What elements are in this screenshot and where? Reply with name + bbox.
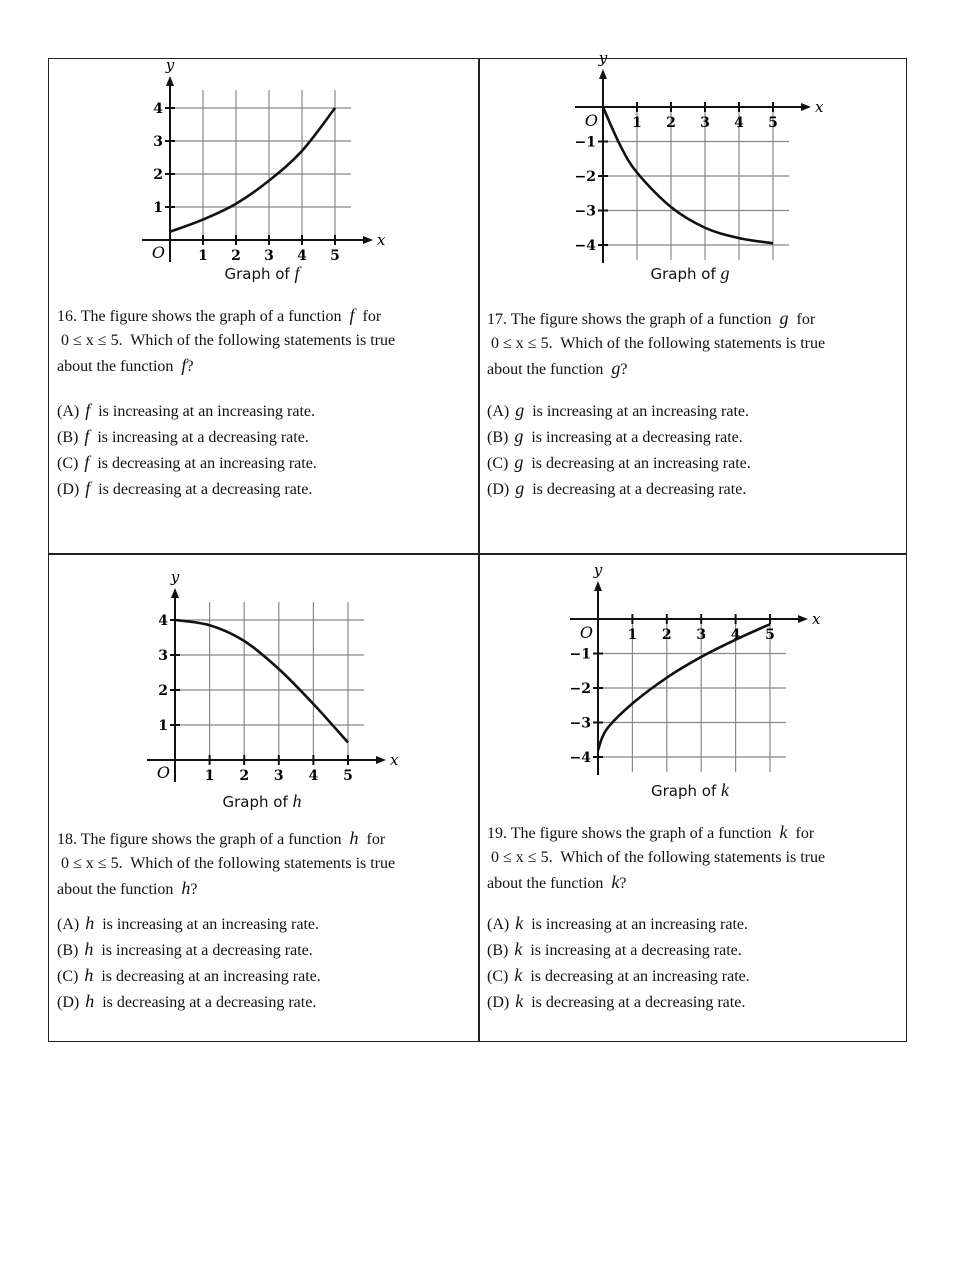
question-rest: Which of the following statements is true: [560, 849, 826, 866]
x-tick-label: 5: [768, 115, 778, 131]
question-for: for: [795, 825, 815, 842]
question-text: [57, 826, 395, 902]
y-tick-label: 2: [158, 683, 168, 699]
option-letter: (D): [57, 994, 80, 1011]
option-text: is decreasing at an increasing rate.: [97, 455, 317, 472]
y-tick-label: 3: [158, 648, 168, 664]
domain-range: 0 ≤ x ≤ 5.: [491, 335, 553, 352]
caption-text: Graph of: [650, 782, 717, 800]
option-letter: (D): [57, 481, 80, 498]
question-stem: The figure shows the graph of a function: [80, 831, 342, 848]
x-axis-label: x: [812, 610, 821, 628]
option-letter: (C): [487, 455, 509, 472]
function-name: k: [514, 939, 523, 959]
y-tick-label: 4: [158, 613, 168, 629]
question-mark: ?: [190, 881, 198, 898]
answer-option[interactable]: [487, 936, 750, 962]
function-name: h: [85, 913, 95, 933]
answer-option[interactable]: [487, 988, 750, 1014]
origin-label: O: [584, 111, 598, 130]
question-for: for: [796, 311, 816, 328]
function-name: f: [85, 478, 91, 498]
question-stem: The figure shows the graph of a function: [510, 825, 772, 842]
option-text: is increasing at a decreasing rate.: [530, 942, 742, 959]
answer-option[interactable]: [57, 423, 317, 449]
option-text: is increasing at an increasing rate.: [531, 916, 749, 933]
x-tick-label: 4: [734, 115, 744, 131]
option-letter: (D): [487, 481, 510, 498]
function-name: g: [514, 452, 524, 472]
x-tick-label: 3: [264, 248, 274, 264]
function-name: g: [720, 263, 730, 283]
caption-text: Graph of: [222, 793, 288, 811]
domain-range: 0 ≤ x ≤ 5.: [61, 332, 123, 349]
function-name: h: [84, 939, 94, 959]
origin-label: O: [156, 763, 170, 782]
x-tick-label: 2: [666, 115, 676, 131]
answer-option[interactable]: [487, 449, 751, 475]
answer-options: [57, 397, 317, 501]
option-letter: (B): [487, 429, 509, 446]
question-number: 18.: [57, 831, 77, 848]
function-name: h: [292, 791, 302, 811]
function-name: f: [85, 400, 91, 420]
y-tick-label: −4: [574, 238, 596, 254]
function-name: g: [515, 478, 525, 498]
y-axis-label: y: [598, 49, 608, 67]
domain-range: 0 ≤ x ≤ 5.: [61, 855, 123, 872]
y-tick-label: 1: [158, 718, 168, 734]
function-name: g: [779, 308, 789, 328]
function-name: k: [611, 872, 620, 892]
question-mark: ?: [186, 358, 194, 375]
function-name: k: [514, 965, 523, 985]
option-text: is decreasing at an increasing rate.: [531, 455, 751, 472]
function-name: k: [721, 780, 730, 800]
y-tick-label: 4: [153, 101, 163, 117]
x-axis-label: x: [377, 231, 386, 249]
y-axis-label: y: [165, 56, 175, 74]
domain-range: 0 ≤ x ≤ 5.: [491, 849, 553, 866]
option-letter: (B): [57, 429, 79, 446]
answer-options: [487, 910, 750, 1014]
y-tick-label: −3: [569, 715, 591, 732]
option-text: is increasing at a decreasing rate.: [101, 942, 313, 959]
option-text: is increasing at a decreasing rate.: [531, 429, 743, 446]
option-letter: (D): [487, 994, 510, 1011]
answer-option[interactable]: [487, 397, 751, 423]
function-name: h: [349, 828, 359, 848]
option-letter: (B): [57, 942, 79, 959]
x-tick-label: 5: [343, 768, 353, 784]
option-letter: (A): [57, 916, 80, 933]
x-tick-label: 4: [308, 768, 319, 784]
question-about: about the function: [487, 875, 604, 892]
origin-label: O: [579, 623, 593, 642]
x-tick-label: 3: [700, 115, 710, 131]
answer-options: [487, 397, 751, 501]
question-for: for: [362, 308, 382, 325]
function-name: g: [611, 358, 621, 378]
function-name: f: [84, 426, 90, 446]
x-tick-label: 4: [730, 627, 741, 643]
answer-option[interactable]: [57, 475, 317, 501]
answer-option[interactable]: [487, 910, 750, 936]
row-divider: [48, 553, 907, 555]
function-name: h: [85, 991, 95, 1011]
option-letter: (C): [487, 968, 509, 985]
function-name: k: [779, 822, 788, 842]
question-text: [57, 303, 395, 379]
option-text: is decreasing at a decreasing rate.: [98, 481, 313, 498]
graph-caption: [650, 263, 729, 284]
question-mark: ?: [619, 875, 627, 892]
answer-option[interactable]: [487, 962, 750, 988]
y-tick-label: 1: [153, 200, 163, 216]
function-name: g: [515, 400, 525, 420]
question-rest: Which of the following statements is true: [560, 335, 826, 352]
y-axis-label: y: [593, 561, 603, 579]
answer-options: [57, 910, 321, 1014]
answer-option[interactable]: [57, 397, 317, 423]
y-tick-label: −3: [574, 203, 596, 220]
y-axis-label: y: [170, 568, 180, 586]
function-name: h: [181, 878, 191, 898]
option-letter: (A): [57, 403, 80, 420]
question-stem: The figure shows the graph of a function: [80, 308, 342, 325]
origin-label: O: [151, 243, 165, 262]
function-name: k: [515, 991, 524, 1011]
option-text: is decreasing at an increasing rate.: [101, 968, 321, 985]
x-tick-label: 3: [696, 627, 707, 643]
function-name: f: [294, 263, 300, 283]
x-tick-label: 4: [297, 248, 307, 264]
x-tick-label: 1: [198, 248, 208, 264]
x-tick-label: 3: [273, 768, 284, 784]
x-tick-label: 1: [627, 627, 638, 643]
x-tick-label: 1: [632, 115, 642, 131]
y-tick-label: −1: [574, 134, 596, 151]
column-divider: [478, 58, 480, 1042]
option-text: is increasing at an increasing rate.: [532, 403, 750, 420]
question-rest: Which of the following statements is true: [130, 332, 396, 349]
option-letter: (A): [487, 403, 510, 420]
x-axis-label: x: [815, 98, 824, 116]
question-about: about the function: [57, 881, 174, 898]
question-about: about the function: [487, 361, 604, 378]
x-tick-label: 5: [765, 627, 775, 643]
y-tick-label: −4: [569, 750, 591, 766]
x-tick-label: 2: [661, 627, 672, 643]
answer-option[interactable]: [57, 962, 321, 988]
question-number: 16.: [57, 308, 77, 325]
graph-caption: [651, 780, 729, 801]
function-name: f: [181, 355, 187, 375]
option-text: is decreasing at an increasing rate.: [530, 968, 750, 985]
x-tick-label: 1: [204, 768, 215, 784]
question-text: [487, 306, 825, 382]
question-text: [487, 820, 825, 896]
answer-option[interactable]: [57, 910, 321, 936]
option-text: is increasing at an increasing rate.: [98, 403, 316, 420]
answer-option[interactable]: [57, 988, 321, 1014]
question-rest: Which of the following statements is true: [130, 855, 396, 872]
x-tick-label: 2: [239, 768, 250, 784]
option-text: is decreasing at a decreasing rate.: [102, 994, 317, 1011]
option-letter: (C): [57, 455, 79, 472]
option-letter: (B): [487, 942, 509, 959]
question-mark: ?: [620, 361, 628, 378]
caption-text: Graph of: [224, 265, 290, 283]
option-text: is increasing at a decreasing rate.: [97, 429, 309, 446]
y-tick-label: −2: [574, 169, 596, 185]
y-tick-label: 3: [153, 134, 163, 150]
option-text: is decreasing at a decreasing rate.: [531, 994, 746, 1011]
y-tick-label: −1: [569, 646, 591, 663]
option-text: is decreasing at a decreasing rate.: [532, 481, 747, 498]
question-number: 17.: [487, 311, 507, 328]
y-tick-label: 2: [153, 167, 163, 183]
question-for: for: [366, 831, 386, 848]
option-letter: (C): [57, 968, 79, 985]
x-tick-label: 5: [330, 248, 340, 264]
caption-text: Graph of: [650, 265, 716, 283]
question-number: 19.: [487, 825, 507, 842]
answer-option[interactable]: [57, 936, 321, 962]
graph-caption: [222, 791, 301, 812]
function-name: f: [349, 305, 355, 325]
option-letter: (A): [487, 916, 510, 933]
y-tick-label: −2: [569, 681, 591, 697]
option-text: is increasing at an increasing rate.: [102, 916, 320, 933]
x-tick-label: 2: [231, 248, 241, 264]
function-name: f: [84, 452, 90, 472]
answer-option[interactable]: [57, 449, 317, 475]
function-name: g: [514, 426, 524, 446]
function-name: k: [515, 913, 524, 933]
function-name: h: [84, 965, 94, 985]
question-about: about the function: [57, 358, 174, 375]
x-axis-label: x: [390, 751, 399, 769]
graph-caption: [224, 263, 299, 284]
answer-option[interactable]: [487, 475, 751, 501]
answer-option[interactable]: [487, 423, 751, 449]
question-stem: The figure shows the graph of a function: [510, 311, 772, 328]
